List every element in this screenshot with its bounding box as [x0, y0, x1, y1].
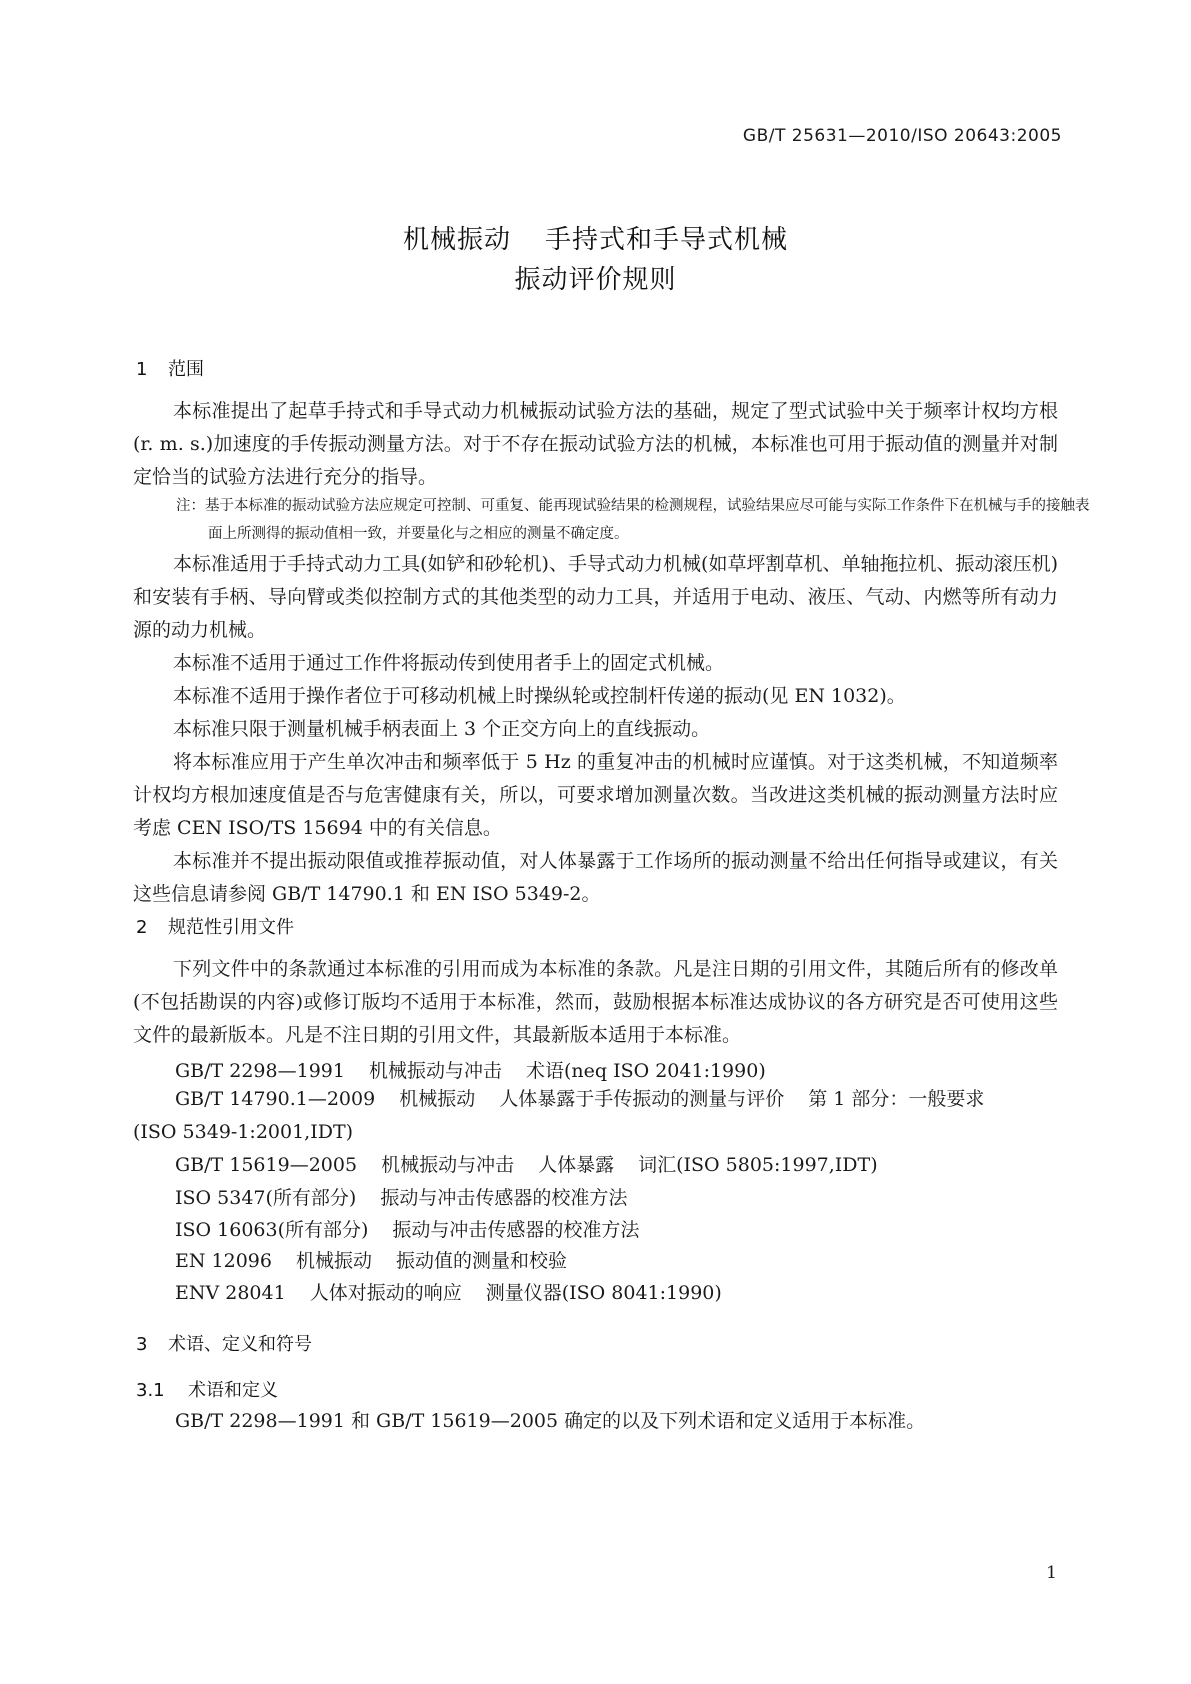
subsection-number: 3.1 [136, 1380, 165, 1401]
section-1-para-2 [133, 548, 1058, 911]
paragraph: 本标准不适用于通过工作件将振动传到使用者手上的固定式机械。 [173, 652, 725, 674]
standard-code: GB/T 25631—2010/ISO 20643:2005 [742, 126, 1062, 146]
paragraph: 本标准只限于测量机械手柄表面上 3 个正交方向上的直线振动。 [173, 718, 711, 740]
section-number: 3 [136, 1334, 148, 1355]
section-number: 1 [136, 359, 148, 380]
section-1-para-1 [133, 395, 1058, 494]
section-2-para-1 [133, 953, 1058, 1052]
title-part-b: 手持式和手导式机械 [545, 225, 789, 255]
document-title-line1 [0, 219, 1191, 256]
reference-item: ENV 28041 人体对振动的响应 测量仪器(ISO 8041:1990) [175, 1282, 722, 1304]
section-1-note: 注：基于本标准的振动试验方法应规定可控制、可重复、能再现试验结果的检测规程，试验结果应尽可能与实际工作条件下在机械与手的接触表面上所测得的振动值相一致，并要量化与之相应的测量不确定度。 [176, 498, 1090, 542]
reference-item: GB/T 15619—2005 机械振动与冲击 人体暴露 词汇(ISO 5805:1997,IDT) [175, 1154, 878, 1176]
paragraph: 将本标准应用于产生单次冲击和频率低于 5 Hz 的重复冲击的机械时应谨慎。对于这类机械，不知道频率计权均方根加速度值是否与危害健康有关，所以，可要求增加测量次数。当改进这类机械的振动测量方法时应考虑 CEN ISO/TS 15694 中的有关信息。 [133, 751, 1058, 839]
reference-item: GB/T 14790.1—2009 机械振动 人体暴露于手传振动的测量与评价 第 1 部分：一般要求 (ISO 5349-1:2001,IDT) [133, 1088, 985, 1143]
paragraph: 下列文件中的条款通过本标准的引用而成为本标准的条款。凡是注日期的引用文件，其随后所有的修改单(不包括勘误的内容)或修订版均不适用于本标准，然而，鼓励根据本标准达成协议的各方研究是否可使用这些文件的最新版本。凡是不注日期的引用文件，其最新版本适用于本标准。 [133, 958, 1058, 1046]
title-part-a: 机械振动 [402, 225, 511, 255]
section-title: 规范性引用文件 [168, 917, 294, 938]
document-title-line2: 振动评价规则 [514, 265, 677, 295]
section-1-heading [136, 355, 204, 381]
section-2-heading [136, 913, 294, 939]
section-title: 术语、定义和符号 [168, 1334, 312, 1355]
section-title: 范围 [168, 359, 204, 380]
section-number: 2 [136, 917, 148, 938]
paragraph: 本标准提出了起草手持式和手导式动力机械振动试验方法的基础，规定了型式试验中关于频率计权均方根(r. m. s.)加速度的手传振动测量方法。对于不存在振动试验方法的机械，本标准也可用于振动值的测量并对制定恰当的试验方法进行充分的指导。 [133, 400, 1058, 488]
subsection-title: 术语和定义 [188, 1380, 278, 1401]
section-3-heading [136, 1330, 312, 1356]
reference-item: GB/T 2298—1991 机械振动与冲击 术语(neq ISO 2041:1990) [175, 1060, 766, 1082]
reference-item: EN 12096 机械振动 振动值的测量和校验 [175, 1250, 568, 1272]
paragraph: 本标准不适用于操作者位于可移动机械上时操纵轮或控制杆传递的振动(见 EN 1032)。 [173, 685, 906, 707]
paragraph: 本标准并不提出振动限值或推荐振动值，对人体暴露于工作场所的振动测量不给出任何指导或建议，有关这些信息请参阅 GB/T 14790.1 和 EN ISO 5349-2。 [133, 850, 1058, 905]
section-3-1-heading [136, 1376, 278, 1402]
reference-item: ISO 16063(所有部分) 振动与冲击传感器的校准方法 [175, 1219, 640, 1241]
page-number: 1 [1046, 1563, 1057, 1583]
paragraph: 本标准适用于手持式动力工具(如铲和砂轮机)、手导式动力机械(如草坪割草机、单轴拖拉机、振动滚压机)和安装有手柄、导向臂或类似控制方式的其他类型的动力工具，并适用于电动、液压、气动、内燃等所有动力源的动力机械。 [133, 553, 1058, 641]
reference-item: ISO 5347(所有部分) 振动与冲击传感器的校准方法 [175, 1187, 628, 1209]
section-3-1-para: GB/T 2298—1991 和 GB/T 15619—2005 确定的以及下列术语和定义适用于本标准。 [175, 1410, 926, 1432]
